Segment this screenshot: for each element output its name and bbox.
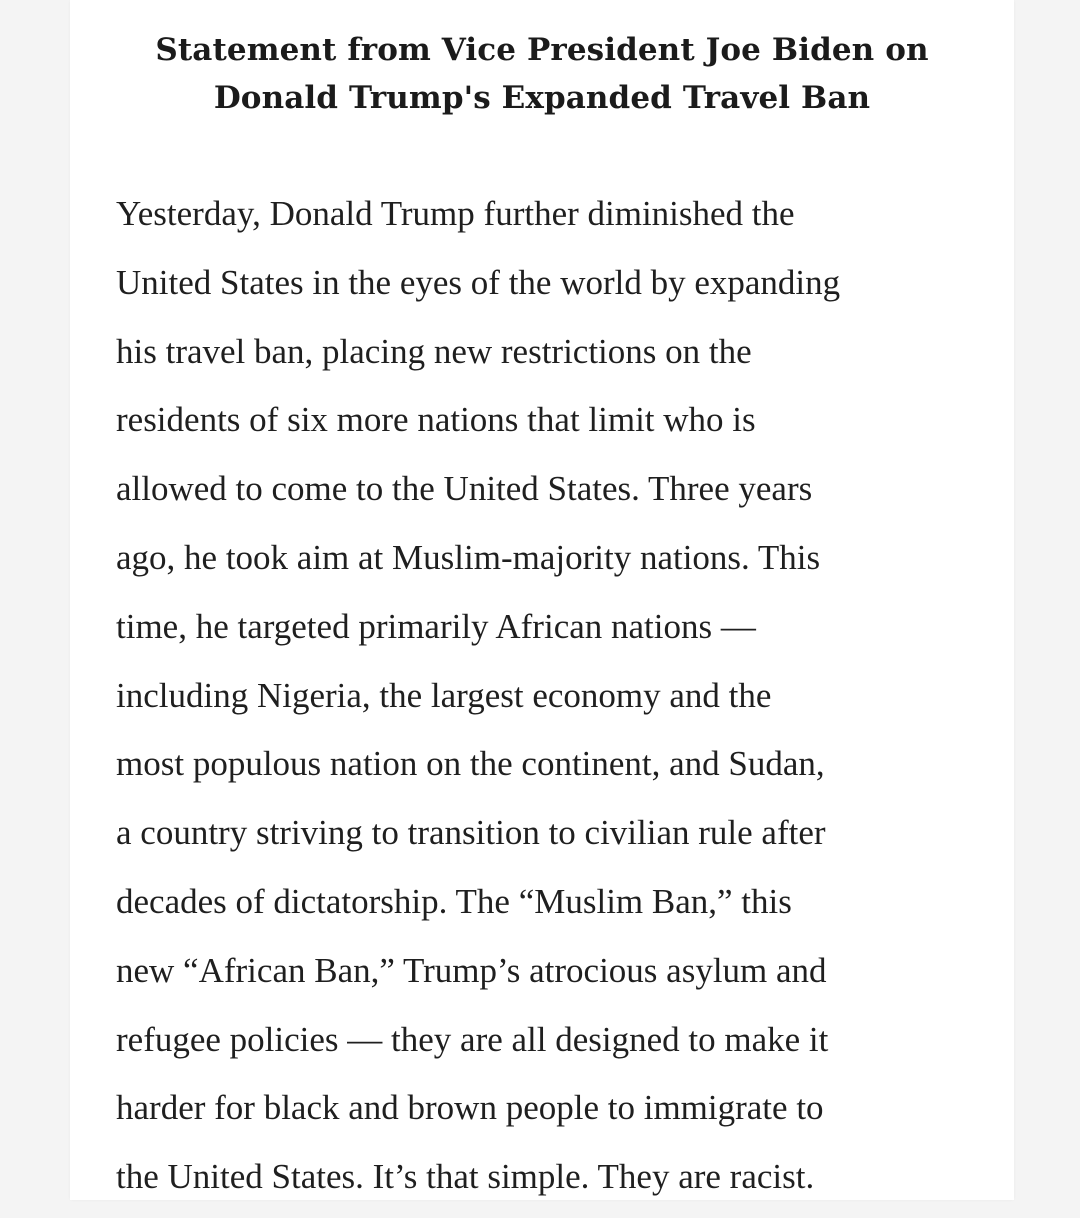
statement-body	[116, 186, 996, 1218]
body-line: a country striving to transition to civilian rule after	[116, 813, 826, 853]
body-line: decades of dictatorship. The “Muslim Ban,” this	[116, 881, 792, 921]
title-line: Donald Trump's Expanded Travel Ban	[213, 80, 871, 116]
body-line: residents of six more nations that limit who is	[116, 400, 756, 440]
statement-page	[70, 0, 1014, 1200]
body-line: time, he targeted primarily African nations —	[116, 606, 756, 646]
body-line: the United States. It’s that simple. They are racist.	[116, 1157, 815, 1197]
body-line: Yesterday, Donald Trump further diminished the	[116, 194, 795, 233]
body-line: harder for black and brown people to immigrate to	[116, 1088, 824, 1128]
body-line: refugee policies — they are all designed to make it	[116, 1019, 829, 1059]
body-line: most populous nation on the continent, and Sudan,	[116, 744, 825, 784]
statement-title	[70, 26, 1014, 122]
body-line: ago, he took aim at Muslim-majority nations. This	[116, 537, 821, 577]
body-line: United States in the eyes of the world by expanding	[116, 262, 841, 302]
title-line: Statement from Vice President Joe Biden on	[155, 32, 929, 68]
body-line: new “African Ban,” Trump’s atrocious asylum and	[116, 950, 827, 990]
body-line: his travel ban, placing new restrictions on the	[116, 331, 752, 371]
body-line: including Nigeria, the largest economy and the	[116, 675, 772, 715]
body-line: allowed to come to the United States. Three years	[116, 469, 813, 509]
